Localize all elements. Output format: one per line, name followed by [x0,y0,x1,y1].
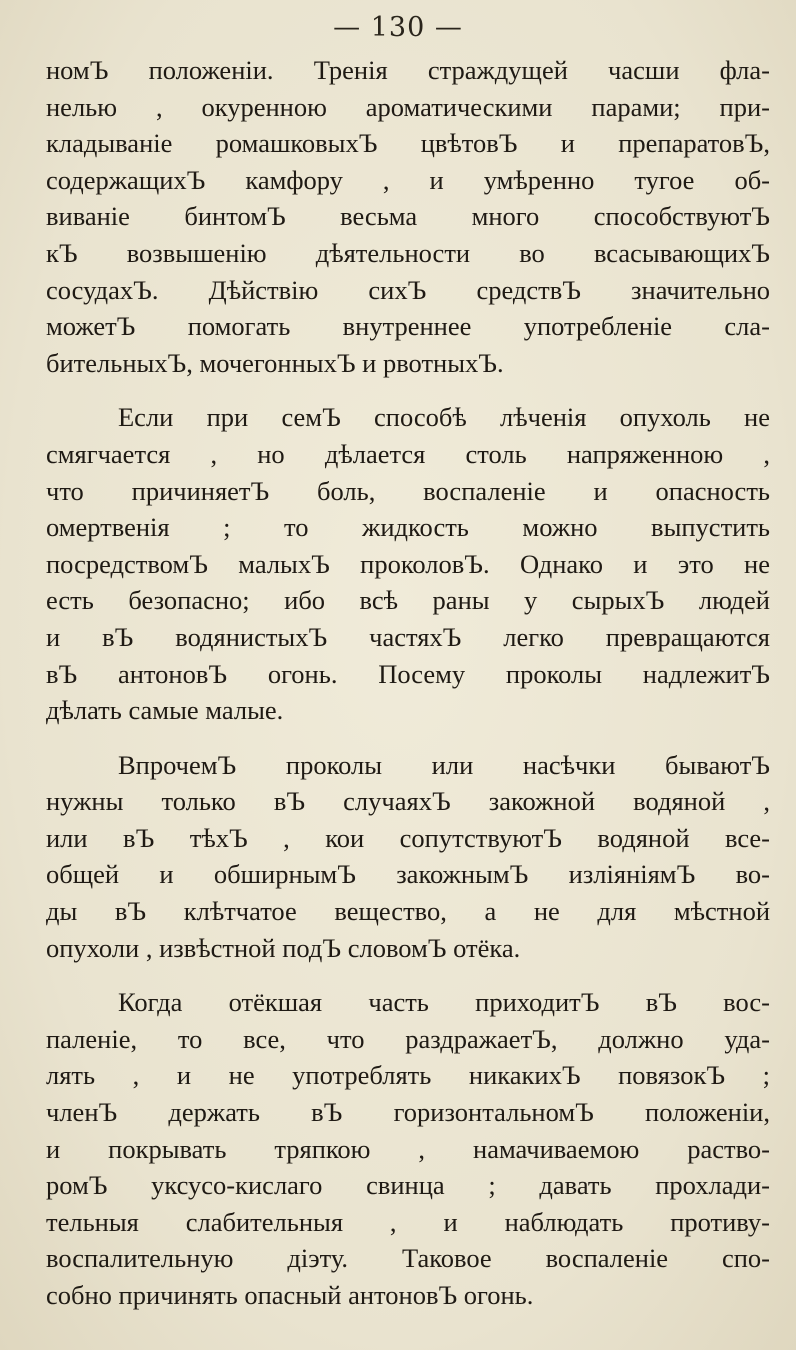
text-line: ромЪ уксусо-кислаго свинца ; давать прохлади- [46,1170,770,1201]
text-line: кладываніе ромашковыхЪ цвѣтовЪ и препаратовЪ, [46,128,770,159]
text-line: воспалительную діэту. Таковое воспаленіе спо- [46,1243,770,1274]
text-line: общей и обширнымЪ закожнымЪ изліяніямЪ во- [46,859,770,890]
text-line: кЪ возвышенію дѣятельности во всасывающихЪ [46,237,770,268]
text-line: членЪ держать вЪ горизонтальномЪ положеніи, [46,1097,770,1128]
body-text [46,52,770,1314]
paragraph [46,984,770,1313]
paragraph [46,399,770,728]
text-line: лять , и не употреблять никакихЪ повязокЪ ; [46,1060,770,1091]
text-line: ды вЪ клѣтчатое вещество, а не для мѣстной [46,896,770,927]
text-line: бительныхЪ, мочегонныхЪ и рвотныхЪ. [46,347,504,378]
text-line: посредствомЪ малыхЪ проколовЪ. Однако и это не [46,548,770,579]
text-line: или вЪ тѣхЪ , кои сопутствуютЪ водяной все- [46,822,770,853]
text-line: что причиняетЪ боль, воспаленіе и опасность [46,475,770,506]
text-line: паленіе, то все, что раздражаетЪ, должно уда- [46,1023,770,1054]
text-line: омертвенія ; то жидкость можно выпустить [46,512,770,543]
text-line: Когда отёкшая часть приходитЪ вЪ вос- [118,987,770,1018]
text-line: виваніе бинтомЪ весьма много способствуютЪ [46,201,770,232]
paragraph [46,52,770,381]
text-line: собно причинять опасный антоновЪ огонь. [46,1280,534,1310]
text-line: смягчается , но дѣлается столь напряженною , [46,438,770,469]
text-line: тельныя слабительныя , и наблюдать противу- [46,1206,770,1237]
text-line: дѣлать самые малые. [46,695,284,726]
text-line: ВпрочемЪ проколы или насѣчки бываютЪ [118,749,770,780]
text-line: есть безопасно; ибо всѣ раны у сырыхЪ людей [46,585,770,616]
text-line: и покрывать тряпкою , намачиваемою раство- [46,1133,770,1164]
page-number: — 130 — [333,12,463,43]
text-line: сосудахЪ. Дѣйствію сихЪ средствЪ значительно [46,274,770,305]
paragraph [46,747,770,967]
text-line: вЪ антоновЪ огонь. Посему проколы надлежитЪ [46,658,770,689]
text-line: опухоли , извѣстной подЪ словомЪ отёка. [46,932,521,963]
text-line: Если при семЪ способѣ лѣченія опухоль не [118,402,770,433]
text-line: содержащихЪ камфору , и умѣренно тугое об- [46,164,770,195]
text-line: и вЪ водянистыхЪ частяхЪ легко превращаются [46,621,770,652]
text-line: номЪ положеніи. Тренія страждущей часши фла- [46,55,770,85]
text-line: нужны только вЪ случаяхЪ закожной водяной , [46,786,770,817]
text-line: нелью , окуренною ароматическими парами; при- [46,91,770,122]
text-line: можетЪ помогать внутреннее употребленіе сла- [46,311,770,342]
